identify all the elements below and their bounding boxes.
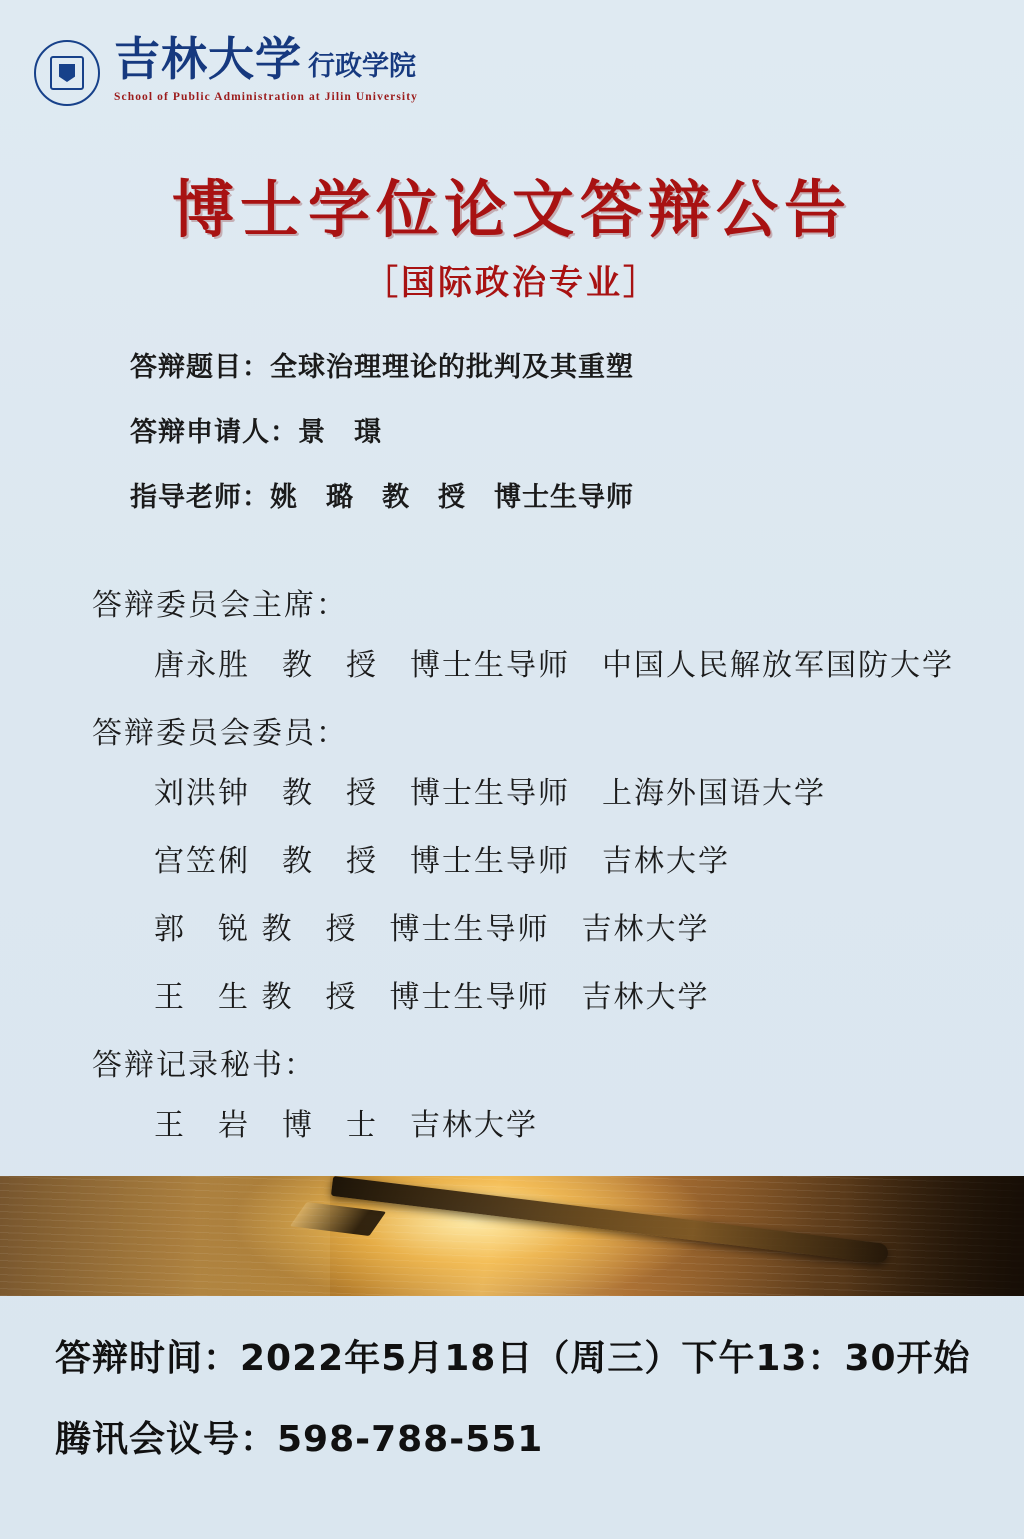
logo-school-name: 行政学院 [308, 51, 416, 82]
logo-university-name: 吉林大学 [114, 32, 302, 86]
list-item: 王 岩 博 士 吉林大学 [154, 1108, 538, 1143]
advisor-line: 指导老师：姚 璐 教 授 博士生导师 [130, 482, 634, 513]
applicant-line: 答辩申请人：景 璟 [130, 417, 382, 448]
logo-chinese [114, 32, 418, 86]
university-logo [34, 32, 419, 106]
info-block [130, 345, 960, 540]
list-item: 唐永胜 教 授 博士生导师 中国人民解放军国防大学 [154, 648, 954, 683]
logo-text [114, 32, 419, 103]
list-item: 宫笠俐 教 授 博士生导师 吉林大学 [154, 844, 730, 879]
list-item: 郭 锐 教 授 博士生导师 吉林大学 [154, 912, 710, 947]
chair-heading: 答辩委员会主席： [92, 588, 348, 623]
list-item: 王 生 教 授 博士生导师 吉林大学 [154, 980, 710, 1015]
members-heading: 答辩委员会委员： [92, 716, 348, 751]
secretary-heading: 答辩记录秘书： [92, 1048, 316, 1083]
footer-block [55, 1330, 1005, 1492]
defense-time-line: 答辩时间：2022年5月18日（周三）下午13：30开始 [55, 1338, 971, 1379]
meeting-id-line: 腾讯会议号：598-788-551 [55, 1419, 544, 1460]
pen-photo-band [0, 1176, 1024, 1296]
logo-english-name: School of Public Administration at Jilin University [114, 91, 419, 103]
page-subtitle: ［国际政治专业］ [364, 263, 660, 303]
jlu-seal-icon [34, 40, 100, 106]
thesis-title-line: 答辩题目：全球治理理论的批判及其重塑 [130, 352, 634, 383]
list-item: 刘洪钟 教 授 博士生导师 上海外国语大学 [154, 776, 826, 811]
committee-block [92, 580, 972, 1168]
band-vignette [844, 1176, 1024, 1296]
page-title: 博士学位论文答辩公告 [171, 173, 852, 246]
